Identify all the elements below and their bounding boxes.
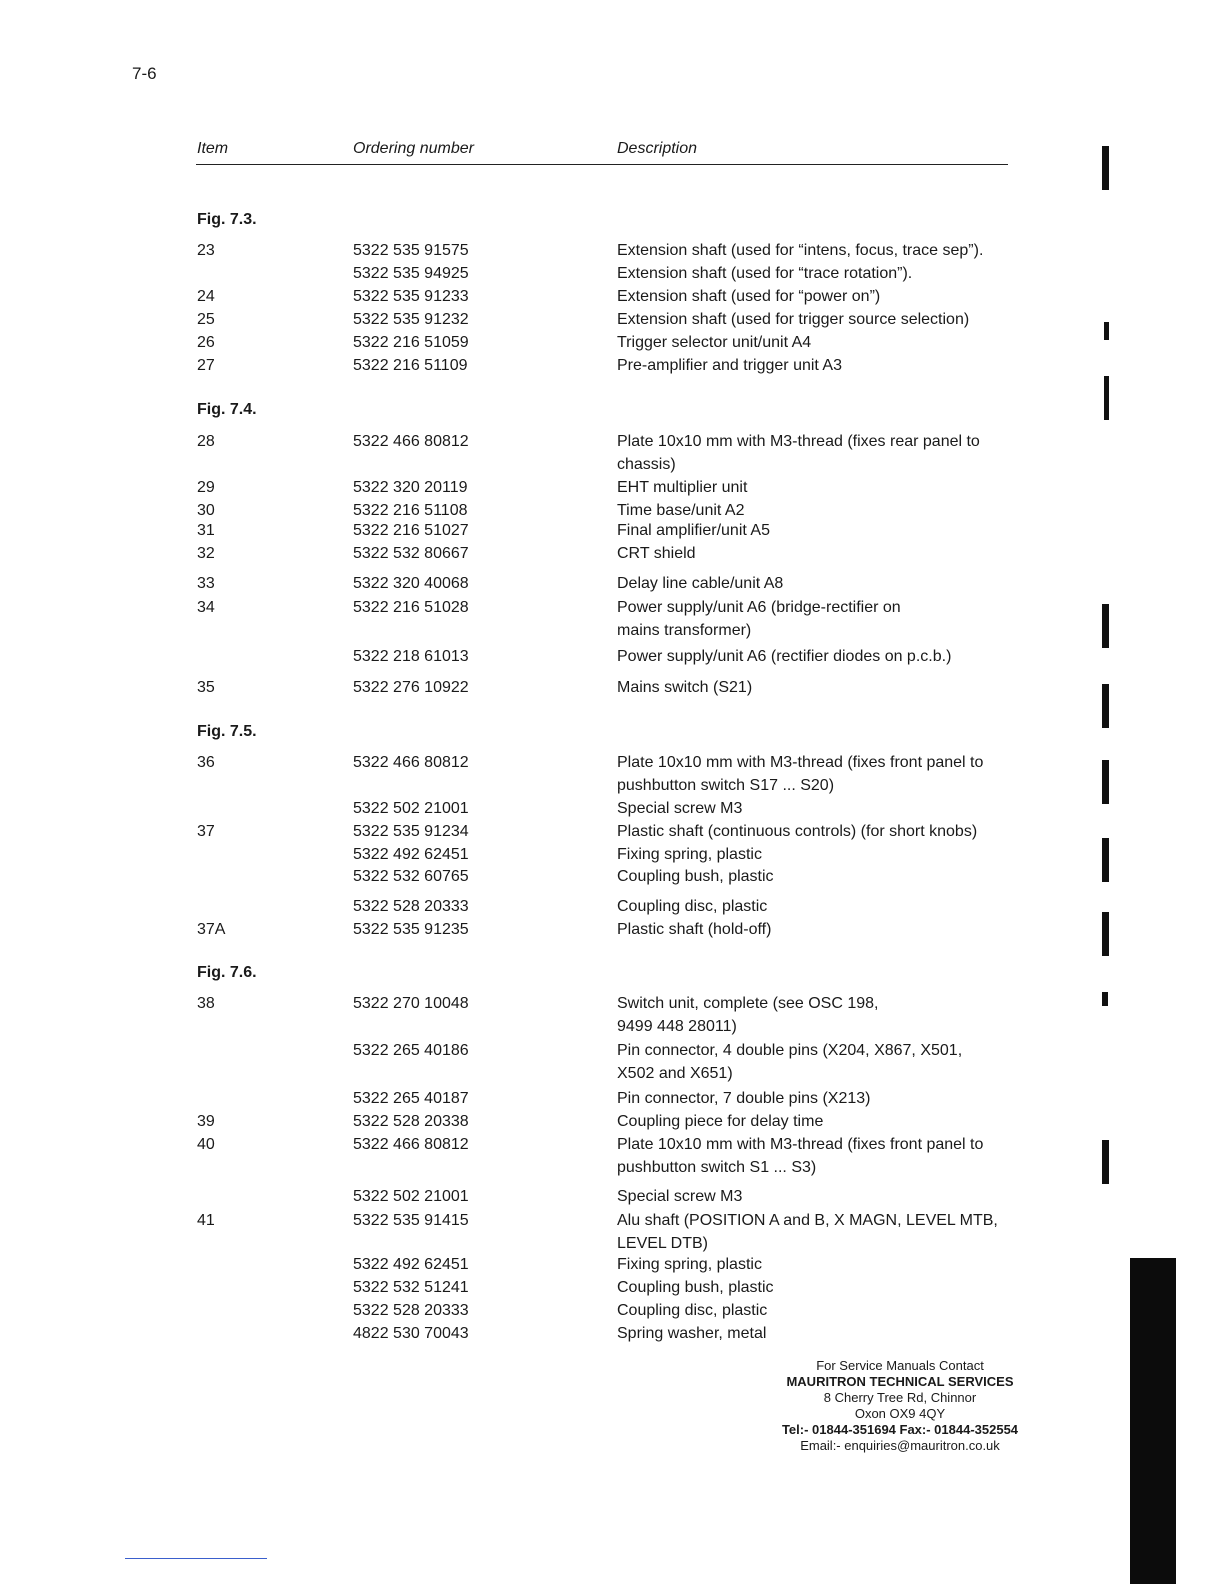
ordering-number: 5322 320 40068 — [353, 575, 469, 592]
part-description: Coupling piece for delay time — [617, 1113, 824, 1130]
part-description: 9499 448 28011) — [617, 1018, 737, 1035]
item-number: 32 — [197, 545, 215, 562]
part-description: Switch unit, complete (see OSC 198, — [617, 995, 879, 1012]
ordering-number: 5322 535 91575 — [353, 242, 469, 259]
ordering-number: 5322 270 10048 — [353, 995, 469, 1012]
scan-mark — [1104, 376, 1109, 420]
ordering-number: 5322 532 51241 — [353, 1279, 469, 1296]
ordering-number: 5322 535 91233 — [353, 288, 469, 305]
contact-email: Email:- enquiries@mauritron.co.uk — [800, 1438, 1000, 1453]
part-description: Fixing spring, plastic — [617, 1256, 762, 1273]
ordering-number: 5322 216 51109 — [353, 357, 468, 374]
part-description: Plate 10x10 mm with M3-thread (fixes rear panel to — [617, 433, 980, 450]
item-number: 26 — [197, 334, 215, 351]
part-description: Extension shaft (used for trigger source selection) — [617, 311, 970, 328]
column-header-description: Description — [617, 140, 698, 157]
bottom-rule — [125, 1558, 267, 1559]
item-number: 33 — [197, 575, 215, 592]
ordering-number: 5322 276 10922 — [353, 679, 469, 696]
item-number: 30 — [197, 502, 215, 519]
ordering-number: 5322 320 20119 — [353, 479, 468, 496]
ordering-number: 5322 492 62451 — [353, 1256, 469, 1273]
part-description: Special screw M3 — [617, 800, 743, 817]
ordering-number: 5322 535 91234 — [353, 823, 469, 840]
part-description: X502 and X651) — [617, 1065, 733, 1082]
part-description: Final amplifier/unit A5 — [617, 522, 770, 539]
part-description: Extension shaft (used for “power on”) — [617, 288, 881, 305]
part-description: Coupling bush, plastic — [617, 1279, 774, 1296]
part-description: Plastic shaft (continuous controls) (for short knobs) — [617, 823, 978, 840]
part-description: Extension shaft (used for “trace rotation”). — [617, 265, 913, 282]
ordering-number: 5322 502 21001 — [353, 800, 469, 817]
ordering-number: 5322 216 51028 — [353, 599, 469, 616]
item-number: 23 — [197, 242, 215, 259]
part-description: Coupling bush, plastic — [617, 868, 774, 885]
item-number: 40 — [197, 1136, 215, 1153]
part-description: Delay line cable/unit A8 — [617, 575, 784, 592]
item-number: 34 — [197, 599, 215, 616]
part-description: Plate 10x10 mm with M3-thread (fixes front panel to — [617, 754, 984, 771]
ordering-number: 5322 532 60765 — [353, 868, 469, 885]
part-description: Special screw M3 — [617, 1188, 743, 1205]
ordering-number: 5322 535 91232 — [353, 311, 469, 328]
part-description: Plastic shaft (hold-off) — [617, 921, 772, 938]
part-description: pushbutton switch S1 ... S3) — [617, 1159, 817, 1176]
contact-address: 8 Cherry Tree Rd, Chinnor — [823, 1390, 977, 1405]
item-number: 27 — [197, 357, 215, 374]
ordering-number: 5322 216 51108 — [353, 502, 468, 519]
ordering-number: 5322 466 80812 — [353, 754, 469, 771]
ordering-number: 5322 528 20338 — [353, 1113, 469, 1130]
figure-heading: Fig. 7.6. — [197, 964, 257, 981]
scan-mark — [1104, 322, 1109, 340]
item-number: 35 — [197, 679, 215, 696]
part-description: Mains switch (S21) — [617, 679, 753, 696]
part-description: Fixing spring, plastic — [617, 846, 762, 863]
ordering-number: 5322 535 91235 — [353, 921, 469, 938]
part-description: Extension shaft (used for “intens, focus, trace sep”). — [617, 242, 984, 259]
scan-mark — [1102, 992, 1108, 1006]
ordering-number: 5322 492 62451 — [353, 846, 469, 863]
item-number: 37A — [197, 921, 226, 938]
scan-mark — [1102, 912, 1109, 956]
column-header-ordering-number: Ordering number — [353, 140, 474, 157]
header-rule — [196, 164, 1008, 165]
figure-heading: Fig. 7.5. — [197, 723, 257, 740]
ordering-number: 5322 502 21001 — [353, 1188, 469, 1205]
ordering-number: 5322 265 40186 — [353, 1042, 469, 1059]
item-number: 41 — [197, 1212, 215, 1229]
ordering-number: 5322 528 20333 — [353, 898, 469, 915]
part-description: Power supply/unit A6 (bridge-rectifier on — [617, 599, 901, 616]
figure-heading: Fig. 7.3. — [197, 211, 257, 228]
company-name: MAURITRON TECHNICAL SERVICES — [786, 1374, 1014, 1389]
ordering-number: 4822 530 70043 — [353, 1325, 469, 1342]
ordering-number: 5322 466 80812 — [353, 433, 469, 450]
part-description: Plate 10x10 mm with M3-thread (fixes front panel to — [617, 1136, 984, 1153]
ordering-number: 5322 216 51027 — [353, 522, 469, 539]
ordering-number: 5322 532 80667 — [353, 545, 469, 562]
item-number: 29 — [197, 479, 215, 496]
part-description: Coupling disc, plastic — [617, 898, 768, 915]
part-description: EHT multiplier unit — [617, 479, 748, 496]
part-description: Pre-amplifier and trigger unit A3 — [617, 357, 842, 374]
column-header-item: Item — [197, 140, 229, 157]
part-description: Alu shaft (POSITION A and B, X MAGN, LEVEL MTB, — [617, 1212, 998, 1229]
item-number: 36 — [197, 754, 215, 771]
contact-line: For Service Manuals Contact — [816, 1358, 984, 1373]
scan-edge-block — [1130, 1258, 1176, 1584]
part-description: chassis) — [617, 456, 676, 473]
part-description: Power supply/unit A6 (rectifier diodes on p.c.b.) — [617, 648, 952, 665]
item-number: 38 — [197, 995, 215, 1012]
ordering-number: 5322 265 40187 — [353, 1090, 469, 1107]
part-description: CRT shield — [617, 545, 696, 562]
item-number: 39 — [197, 1113, 215, 1130]
part-description: mains transformer) — [617, 622, 752, 639]
part-description: LEVEL DTB) — [617, 1235, 708, 1252]
scan-mark — [1102, 760, 1109, 804]
part-description: pushbutton switch S17 ... S20) — [617, 777, 835, 794]
part-description: Pin connector, 4 double pins (X204, X867, X501, — [617, 1042, 963, 1059]
contact-postcode: Oxon OX9 4QY — [854, 1406, 946, 1421]
scan-mark — [1102, 684, 1109, 728]
item-number: 28 — [197, 433, 215, 450]
ordering-number: 5322 466 80812 — [353, 1136, 469, 1153]
scan-mark — [1102, 146, 1109, 190]
ordering-number: 5322 535 94925 — [353, 265, 469, 282]
part-description: Time base/unit A2 — [617, 502, 745, 519]
item-number: 24 — [197, 288, 215, 305]
part-description: Coupling disc, plastic — [617, 1302, 768, 1319]
contact-phone: Tel:- 01844-351694 Fax:- 01844-352554 — [781, 1422, 1019, 1437]
part-description: Spring washer, metal — [617, 1325, 767, 1342]
ordering-number: 5322 216 51059 — [353, 334, 469, 351]
scan-mark — [1102, 838, 1109, 882]
item-number: 31 — [197, 522, 215, 539]
service-contact — [780, 1358, 1020, 1454]
part-description: Trigger selector unit/unit A4 — [617, 334, 812, 351]
figure-heading: Fig. 7.4. — [197, 401, 257, 418]
item-number: 25 — [197, 311, 215, 328]
ordering-number: 5322 218 61013 — [353, 648, 469, 665]
part-description: Pin connector, 7 double pins (X213) — [617, 1090, 871, 1107]
scan-mark — [1102, 1140, 1109, 1184]
scan-mark — [1102, 604, 1109, 648]
ordering-number: 5322 528 20333 — [353, 1302, 469, 1319]
item-number: 37 — [197, 823, 215, 840]
page-number: 7-6 — [132, 64, 157, 83]
ordering-number: 5322 535 91415 — [353, 1212, 469, 1229]
